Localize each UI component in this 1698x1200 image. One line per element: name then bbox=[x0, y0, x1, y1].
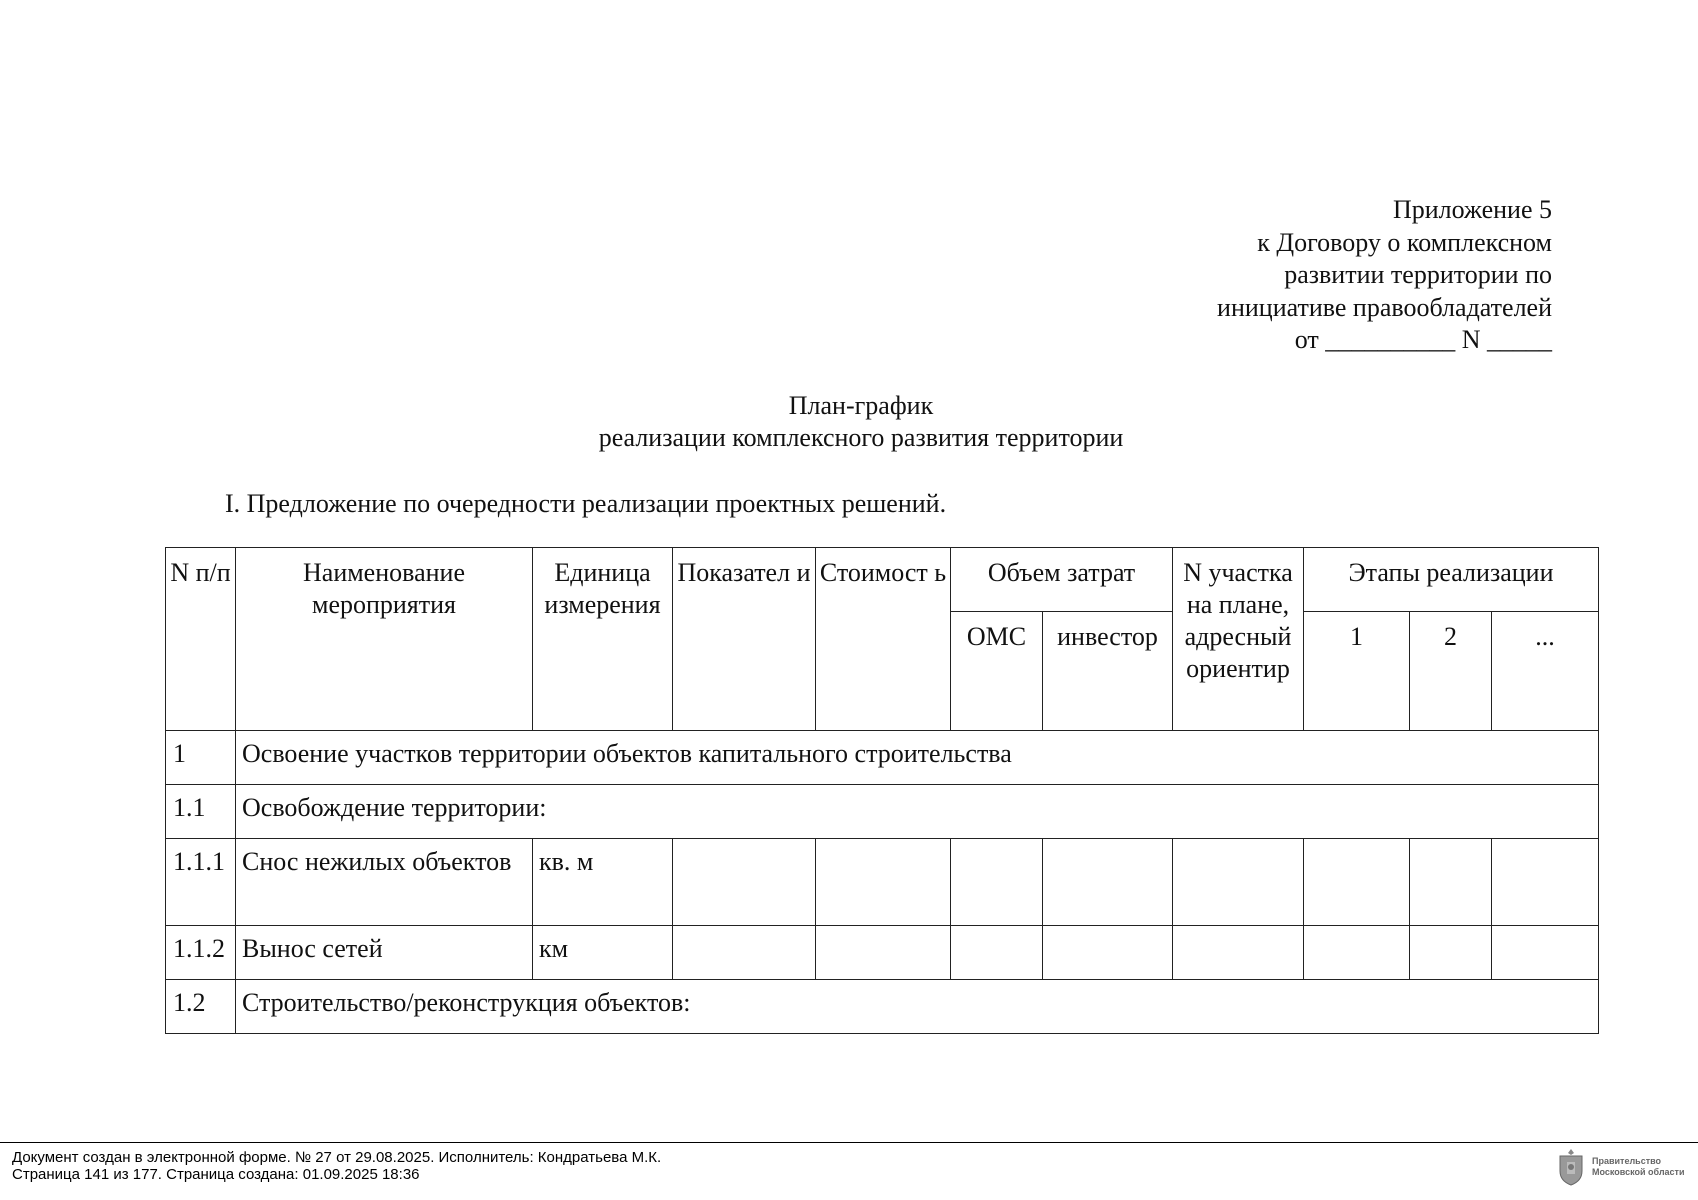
row-volume-investor bbox=[1043, 839, 1173, 926]
title-line-1: План-график bbox=[788, 391, 934, 420]
header-volume-oms: ОМС bbox=[951, 612, 1043, 731]
appendix-line: Приложение 5 bbox=[1392, 195, 1552, 224]
row-num: 1.2 bbox=[166, 980, 236, 1034]
row-unit: кв. м bbox=[533, 839, 673, 926]
appendix-note bbox=[1217, 194, 1552, 357]
row-plot bbox=[1173, 926, 1304, 980]
header-num: N п/п bbox=[166, 548, 236, 731]
government-logo bbox=[1556, 1144, 1696, 1190]
header-stage-more: ... bbox=[1492, 612, 1599, 731]
row-volume-oms bbox=[951, 926, 1043, 980]
header-indicators: Показател и bbox=[673, 548, 816, 731]
row-indicators bbox=[673, 839, 816, 926]
row-stage-more bbox=[1492, 839, 1599, 926]
row-cost bbox=[816, 839, 951, 926]
header-stage-1: 1 bbox=[1304, 612, 1410, 731]
table-row bbox=[166, 839, 1599, 926]
row-name: Вынос сетей bbox=[236, 926, 533, 980]
logo-line-1: Правительство bbox=[1592, 1156, 1662, 1166]
row-name: Строительство/реконструкция объектов: bbox=[236, 980, 1599, 1034]
footer-line-2: Страница 141 из 177. Страница создана: 01.09.2025 18:36 bbox=[12, 1166, 420, 1183]
header-stages: Этапы реализации bbox=[1304, 548, 1599, 612]
appendix-line: от __________ N _____ bbox=[1294, 325, 1552, 354]
header-unit: Единица измерения bbox=[533, 548, 673, 731]
row-num: 1.1 bbox=[166, 785, 236, 839]
footer bbox=[12, 1149, 661, 1183]
row-stage-2 bbox=[1410, 926, 1492, 980]
header-volume: Объем затрат bbox=[951, 548, 1173, 612]
row-num: 1.1.1 bbox=[166, 839, 236, 926]
header-cost: Стоимост ь bbox=[816, 548, 951, 731]
document-title bbox=[0, 390, 1698, 454]
header-plot: N участка на плане, адресный ориентир bbox=[1173, 548, 1304, 731]
row-num: 1.1.2 bbox=[166, 926, 236, 980]
table-row bbox=[166, 731, 1599, 785]
footer-line-1: Документ создан в электронной форме. № 27 от 29.08.2025. Исполнитель: Кондратьева М.К. bbox=[12, 1149, 662, 1166]
plan-schedule-table bbox=[165, 547, 1599, 1034]
section-heading: I. Предложение по очередности реализации проектных решений. bbox=[225, 489, 947, 518]
row-num: 1 bbox=[166, 731, 236, 785]
title-line-2: реализации комплексного развития территории bbox=[598, 423, 1124, 452]
row-stage-1 bbox=[1304, 839, 1410, 926]
row-name: Снос нежилых объектов bbox=[236, 839, 533, 926]
appendix-line: развитии территории по bbox=[1284, 260, 1552, 289]
row-indicators bbox=[673, 926, 816, 980]
header-name: Наименование мероприятия bbox=[236, 548, 533, 731]
header-volume-investor: инвестор bbox=[1043, 612, 1173, 731]
table-row bbox=[166, 926, 1599, 980]
logo-text bbox=[1592, 1156, 1685, 1178]
footer-divider bbox=[0, 1142, 1698, 1143]
row-volume-oms bbox=[951, 839, 1043, 926]
row-name: Освобождение территории: bbox=[236, 785, 1599, 839]
row-cost bbox=[816, 926, 951, 980]
row-stage-2 bbox=[1410, 839, 1492, 926]
table-row bbox=[166, 980, 1599, 1034]
header-stage-2: 2 bbox=[1410, 612, 1492, 731]
appendix-line: инициативе правообладателей bbox=[1217, 292, 1552, 322]
row-stage-more bbox=[1492, 926, 1599, 980]
row-name: Освоение участков территории объектов капитального строительства bbox=[236, 731, 1599, 785]
row-plot bbox=[1173, 839, 1304, 926]
coat-of-arms-icon bbox=[1556, 1147, 1586, 1187]
logo-line-2: Московской области bbox=[1592, 1167, 1685, 1177]
row-stage-1 bbox=[1304, 926, 1410, 980]
row-unit: км bbox=[533, 926, 673, 980]
table-row bbox=[166, 785, 1599, 839]
row-volume-investor bbox=[1043, 926, 1173, 980]
appendix-line: к Договору о комплексном bbox=[1257, 227, 1552, 257]
